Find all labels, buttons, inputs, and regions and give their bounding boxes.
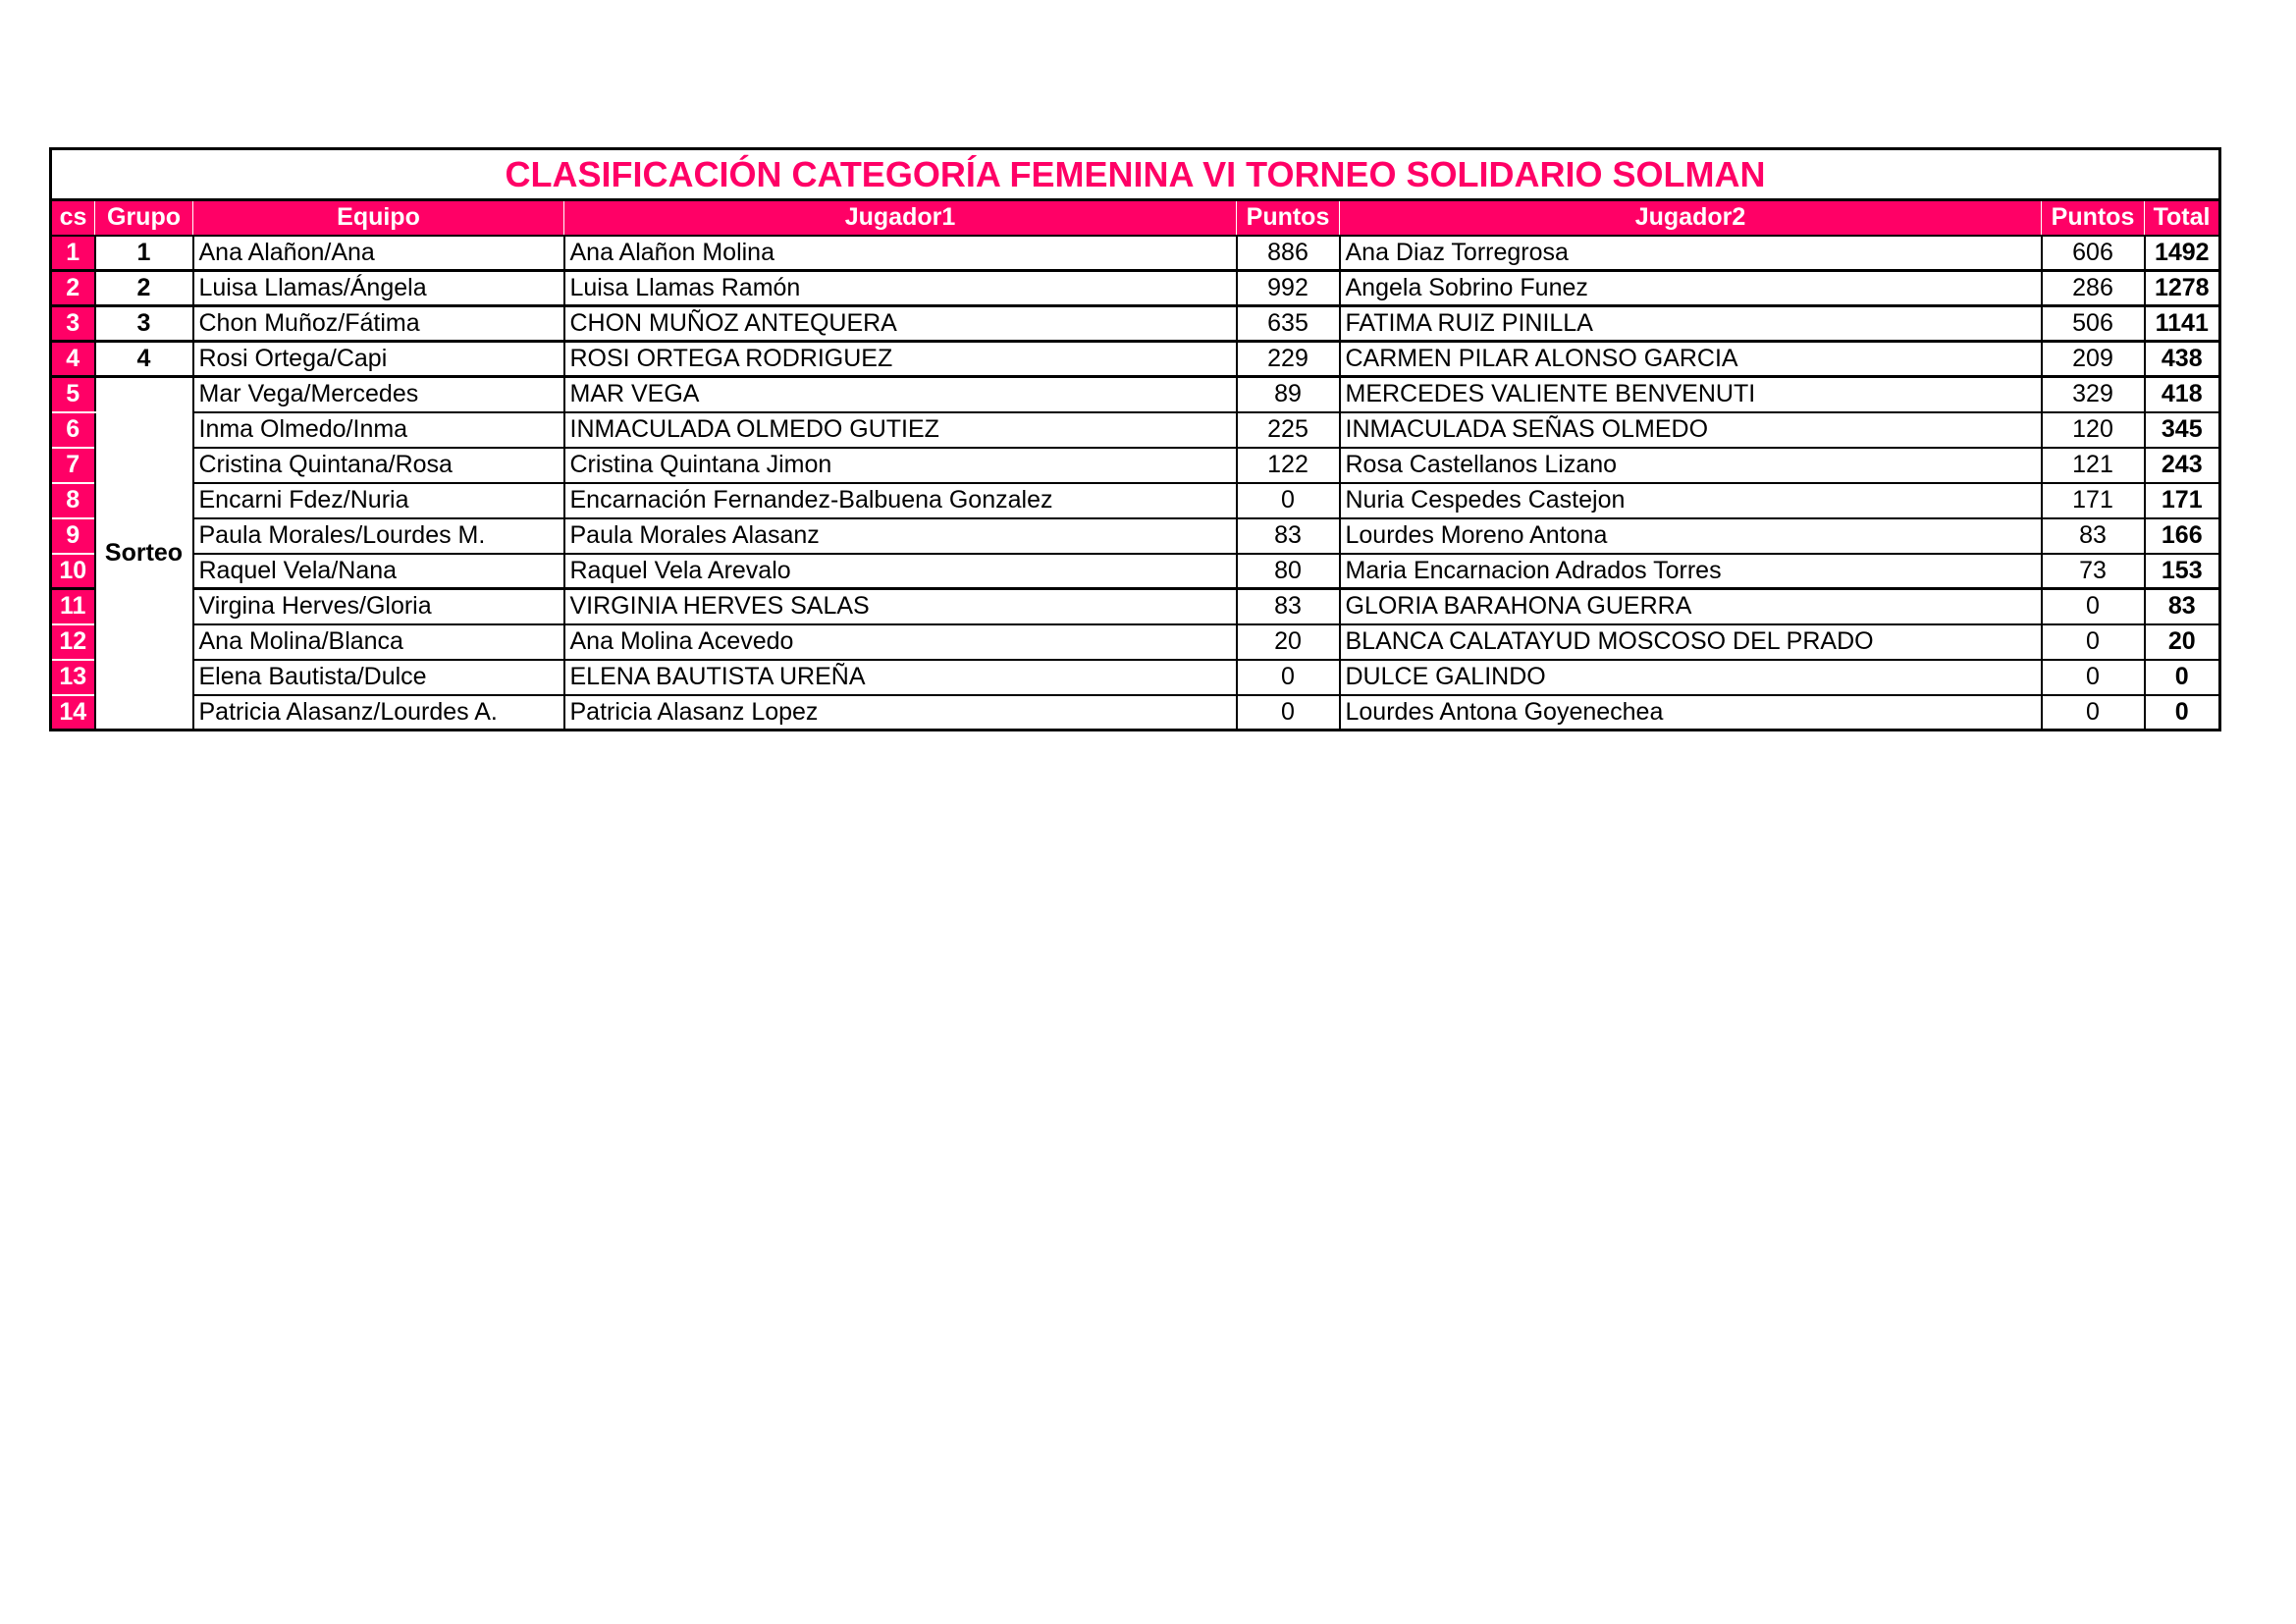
group-cell: 2: [95, 271, 193, 306]
points2-cell: 506: [2042, 306, 2145, 342]
player2-cell: Lourdes Antona Goyenechea: [1340, 695, 2042, 731]
table-row: [51, 342, 2220, 377]
player2-cell: FATIMA RUIZ PINILLA: [1340, 306, 2042, 342]
team-cell: Raquel Vela/Nana: [193, 554, 564, 589]
player1-cell: Ana Alañon Molina: [564, 236, 1237, 271]
player1-cell: ROSI ORTEGA RODRIGUEZ: [564, 342, 1237, 377]
table-row: [51, 306, 2220, 342]
points1-cell: 89: [1237, 377, 1340, 412]
sorteo-group-cell: Sorteo: [95, 377, 193, 731]
team-cell: Encarni Fdez/Nuria: [193, 483, 564, 518]
total-cell: 20: [2145, 624, 2220, 660]
team-cell: Ana Alañon/Ana: [193, 236, 564, 271]
points1-cell: 0: [1237, 660, 1340, 695]
points1-cell: 80: [1237, 554, 1340, 589]
ranking-table: [49, 147, 2221, 731]
total-cell: 0: [2145, 695, 2220, 731]
points2-cell: 329: [2042, 377, 2145, 412]
player1-cell: VIRGINIA HERVES SALAS: [564, 589, 1237, 624]
player2-cell: DULCE GALINDO: [1340, 660, 2042, 695]
player1-cell: MAR VEGA: [564, 377, 1237, 412]
group-cell: 3: [95, 306, 193, 342]
player1-cell: ELENA BAUTISTA UREÑA: [564, 660, 1237, 695]
points1-cell: 122: [1237, 448, 1340, 483]
table-row: [51, 236, 2220, 271]
table-row: [51, 412, 2220, 448]
team-cell: Paula Morales/Lourdes M.: [193, 518, 564, 554]
player2-cell: CARMEN PILAR ALONSO GARCIA: [1340, 342, 2042, 377]
header-puntos2: Puntos: [2042, 200, 2145, 236]
points2-cell: 121: [2042, 448, 2145, 483]
points2-cell: 120: [2042, 412, 2145, 448]
table-row: [51, 589, 2220, 624]
points2-cell: 286: [2042, 271, 2145, 306]
player2-cell: MERCEDES VALIENTE BENVENUTI: [1340, 377, 2042, 412]
table-row: [51, 448, 2220, 483]
rank-cell: 11: [51, 589, 95, 624]
table-row: [51, 660, 2220, 695]
player1-cell: Raquel Vela Arevalo: [564, 554, 1237, 589]
player2-cell: Lourdes Moreno Antona: [1340, 518, 2042, 554]
rank-cell: 5: [51, 377, 95, 412]
header-jugador2: Jugador2: [1340, 200, 2042, 236]
player1-cell: Patricia Alasanz Lopez: [564, 695, 1237, 731]
table-row: [51, 624, 2220, 660]
header-total: Total: [2145, 200, 2220, 236]
player2-cell: Rosa Castellanos Lizano: [1340, 448, 2042, 483]
team-cell: Rosi Ortega/Capi: [193, 342, 564, 377]
points1-cell: 886: [1237, 236, 1340, 271]
points1-cell: 992: [1237, 271, 1340, 306]
total-cell: 243: [2145, 448, 2220, 483]
rank-cell: 9: [51, 518, 95, 554]
rank-cell: 13: [51, 660, 95, 695]
table-row: [51, 271, 2220, 306]
total-cell: 438: [2145, 342, 2220, 377]
total-cell: 345: [2145, 412, 2220, 448]
total-cell: 1278: [2145, 271, 2220, 306]
team-cell: Elena Bautista/Dulce: [193, 660, 564, 695]
total-cell: 83: [2145, 589, 2220, 624]
player2-cell: Nuria Cespedes Castejon: [1340, 483, 2042, 518]
points1-cell: 635: [1237, 306, 1340, 342]
player2-cell: Ana Diaz Torregrosa: [1340, 236, 2042, 271]
header-cs: cs: [51, 200, 95, 236]
team-cell: Virgina Herves/Gloria: [193, 589, 564, 624]
rank-cell: 10: [51, 554, 95, 589]
points1-cell: 225: [1237, 412, 1340, 448]
table-row: [51, 377, 2220, 412]
points2-cell: 0: [2042, 624, 2145, 660]
team-cell: Chon Muñoz/Fátima: [193, 306, 564, 342]
player2-cell: Angela Sobrino Funez: [1340, 271, 2042, 306]
total-cell: 166: [2145, 518, 2220, 554]
player2-cell: INMACULADA SEÑAS OLMEDO: [1340, 412, 2042, 448]
total-cell: 418: [2145, 377, 2220, 412]
table-title: CLASIFICACIÓN CATEGORÍA FEMENINA VI TORNEO SOLIDARIO SOLMAN: [51, 149, 2220, 200]
team-cell: Ana Molina/Blanca: [193, 624, 564, 660]
points1-cell: 0: [1237, 483, 1340, 518]
group-cell: 4: [95, 342, 193, 377]
rank-cell: 14: [51, 695, 95, 731]
team-cell: Patricia Alasanz/Lourdes A.: [193, 695, 564, 731]
points2-cell: 606: [2042, 236, 2145, 271]
player2-cell: BLANCA CALATAYUD MOSCOSO DEL PRADO: [1340, 624, 2042, 660]
table-row: [51, 518, 2220, 554]
player1-cell: Luisa Llamas Ramón: [564, 271, 1237, 306]
points2-cell: 171: [2042, 483, 2145, 518]
points2-cell: 0: [2042, 589, 2145, 624]
points2-cell: 209: [2042, 342, 2145, 377]
player1-cell: Cristina Quintana Jimon: [564, 448, 1237, 483]
player1-cell: Ana Molina Acevedo: [564, 624, 1237, 660]
rank-cell: 3: [51, 306, 95, 342]
player1-cell: Paula Morales Alasanz: [564, 518, 1237, 554]
rank-cell: 4: [51, 342, 95, 377]
points2-cell: 0: [2042, 660, 2145, 695]
points1-cell: 0: [1237, 695, 1340, 731]
points2-cell: 83: [2042, 518, 2145, 554]
player2-cell: GLORIA BARAHONA GUERRA: [1340, 589, 2042, 624]
total-cell: 171: [2145, 483, 2220, 518]
player1-cell: CHON MUÑOZ ANTEQUERA: [564, 306, 1237, 342]
header-puntos1: Puntos: [1237, 200, 1340, 236]
total-cell: 1141: [2145, 306, 2220, 342]
header-grupo: Grupo: [95, 200, 193, 236]
rank-cell: 6: [51, 412, 95, 448]
player2-cell: Maria Encarnacion Adrados Torres: [1340, 554, 2042, 589]
team-cell: Mar Vega/Mercedes: [193, 377, 564, 412]
points2-cell: 0: [2042, 695, 2145, 731]
rank-cell: 12: [51, 624, 95, 660]
total-cell: 0: [2145, 660, 2220, 695]
total-cell: 153: [2145, 554, 2220, 589]
header-equipo: Equipo: [193, 200, 564, 236]
player1-cell: Encarnación Fernandez-Balbuena Gonzalez: [564, 483, 1237, 518]
table-row: [51, 554, 2220, 589]
header-row: [51, 200, 2220, 236]
table-row: [51, 695, 2220, 731]
total-cell: 1492: [2145, 236, 2220, 271]
team-cell: Luisa Llamas/Ángela: [193, 271, 564, 306]
rank-cell: 8: [51, 483, 95, 518]
header-jugador1: Jugador1: [564, 200, 1237, 236]
table-row: [51, 483, 2220, 518]
team-cell: Inma Olmedo/Inma: [193, 412, 564, 448]
rank-cell: 1: [51, 236, 95, 271]
points1-cell: 229: [1237, 342, 1340, 377]
player1-cell: INMACULADA OLMEDO GUTIEZ: [564, 412, 1237, 448]
group-cell: 1: [95, 236, 193, 271]
points1-cell: 83: [1237, 589, 1340, 624]
points1-cell: 20: [1237, 624, 1340, 660]
team-cell: Cristina Quintana/Rosa: [193, 448, 564, 483]
rank-cell: 7: [51, 448, 95, 483]
points1-cell: 83: [1237, 518, 1340, 554]
points2-cell: 73: [2042, 554, 2145, 589]
rank-cell: 2: [51, 271, 95, 306]
